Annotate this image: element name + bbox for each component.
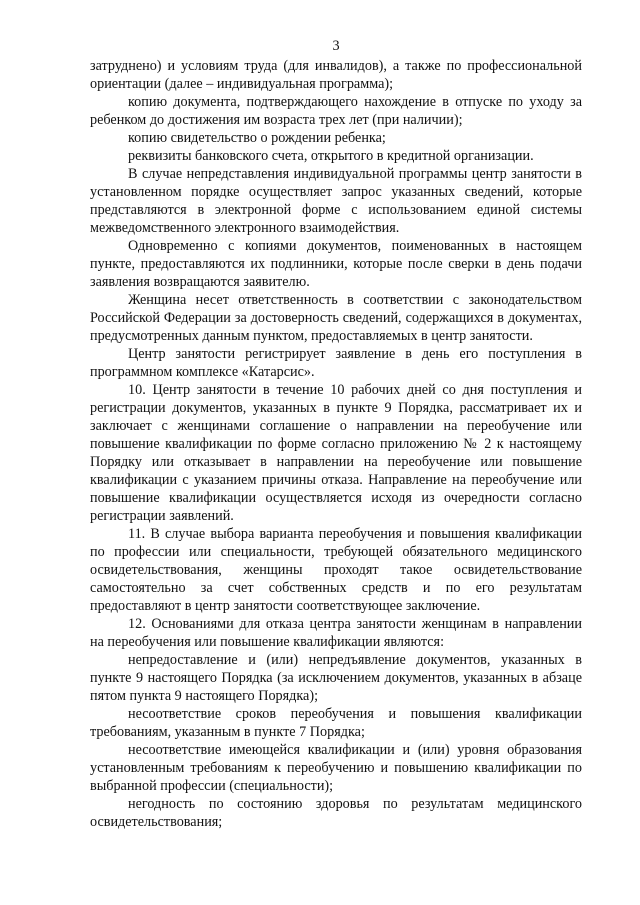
paragraph: реквизиты банковского счета, открытого в кредитной организации. — [128, 148, 534, 164]
paragraph: 12. Основаниями для отказа центра занятости женщинам в направлении на переобучения или повышение квалификации являются: — [90, 616, 582, 650]
paragraph: В случае непредставления индивидуальной программы центр занятости в установленном порядке осуществляет запрос указанных сведений, которые представляются в электронной форме с использованием единой системы межведомственного электронного взаимодействия. — [90, 166, 582, 236]
page-number: 3 — [332, 38, 340, 54]
paragraph: 10. Центр занятости в течение 10 рабочих дней со дня поступления и регистрации документов, указанных в пункте 9 Порядка, рассматривает их и заключает с женщинами соглашение о направлении на переобучение или повышение квалификации по форме согласно приложению № 2 к настоящему Порядку или отказывает в направлении на переобучение или повышение квалификации с указанием причины отказа. Направление на переобучение или повышение квалификации осуществляется исходя из очередности согласно регистрации заявлений. — [90, 382, 582, 524]
paragraph: Женщина несет ответственность в соответствии с законодательством Российской Федерации за достоверность сведений, содержащихся в документах, предусмотренных данным пунктом, предоставляемых в центр занятости. — [90, 292, 582, 344]
paragraph: Одновременно с копиями документов, поименованных в настоящем пункте, предоставляются их подлинники, которые после сверки в день подачи заявления возвращаются заявителю. — [90, 238, 582, 290]
document-body — [90, 57, 582, 831]
paragraph: несоответствие имеющейся квалификации и (или) уровня образования установленным требованиям к переобучению и повышению квалификации по выбранной профессии (специальности); — [90, 742, 582, 794]
paragraph: Центр занятости регистрирует заявление в день его поступления в программном комплексе «Катарсис». — [90, 346, 582, 380]
document-page — [90, 38, 582, 831]
paragraph: копию документа, подтверждающего нахождение в отпуске по уходу за ребенком до достижения им возраста трех лет (при наличии); — [90, 94, 582, 128]
paragraph: несоответствие сроков переобучения и повышения квалификации требованиям, указанным в пункте 7 Порядка; — [90, 706, 582, 740]
paragraph: непредоставление и (или) непредъявление документов, указанных в пункте 9 настоящего Порядка (за исключением документов, указанных в абзаце пятом пункта 9 настоящего Порядка); — [90, 652, 582, 704]
paragraph: 11. В случае выбора варианта переобучения и повышения квалификации по профессии или специальности, требующей обязательного медицинского освидетельствования, женщины проходят такое освидетельствование самостоятельно за счет собственных средств и по его результатам предоставляют в центр занятости соответствующее заключение. — [90, 526, 582, 614]
paragraph: копию свидетельство о рождении ребенка; — [128, 130, 386, 146]
paragraph: затруднено) и условиям труда (для инвалидов), а также по профессиональной ориентации (далее – индивидуальная программа); — [90, 58, 582, 92]
paragraph: негодность по состоянию здоровья по результатам медицинского освидетельствования; — [90, 796, 582, 830]
